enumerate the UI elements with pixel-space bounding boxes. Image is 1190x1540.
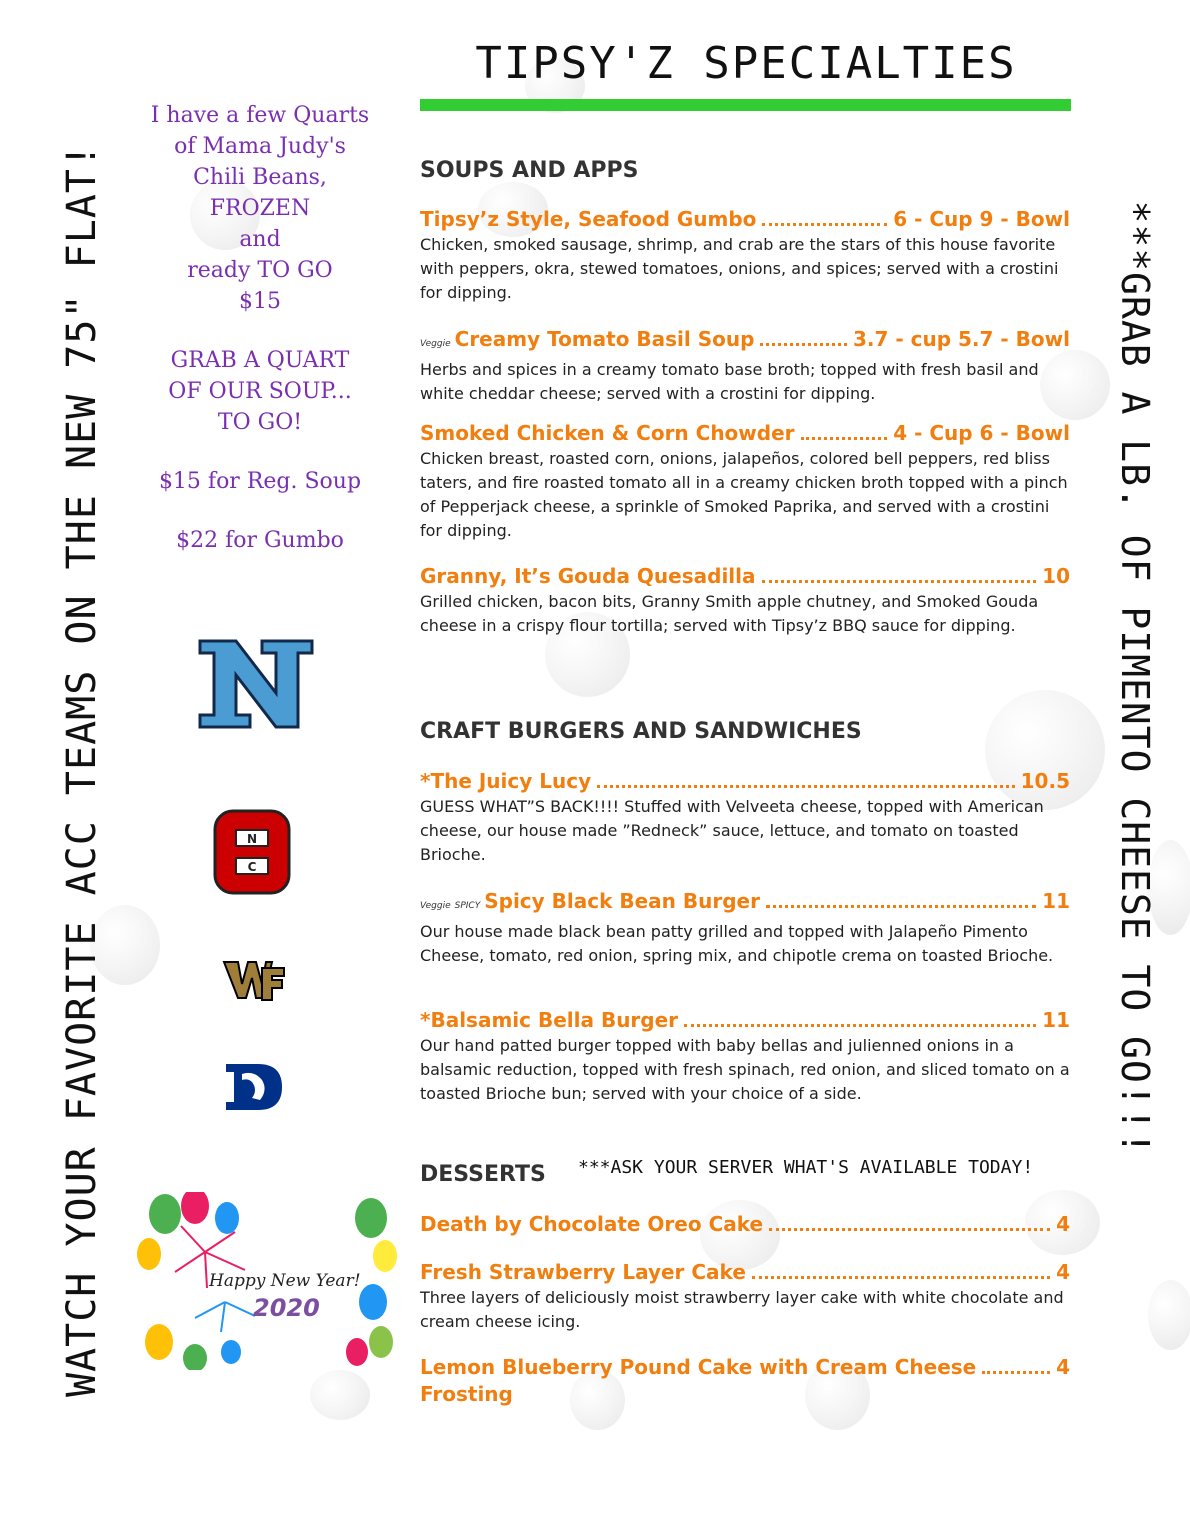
- item-price: 4: [1056, 1212, 1070, 1236]
- item-price: 4: [1056, 1260, 1070, 1284]
- section-burgers-heading: CRAFT BURGERS AND SANDWICHES: [420, 719, 862, 744]
- item-price: 3.7 - cup 5.7 - Bowl: [852, 327, 1070, 351]
- item-price: 10.5: [1020, 769, 1070, 793]
- promo-line: ready TO GO: [187, 258, 333, 283]
- title-underline: [420, 99, 1071, 111]
- item-price: 11: [1042, 1008, 1070, 1032]
- ask-server-note: ***ASK YOUR SERVER WHAT'S AVAILABLE TODAY!: [578, 1157, 1034, 1178]
- item-name: Granny, It’s Gouda Quesadilla: [420, 564, 756, 588]
- happy-new-year-image: [135, 1192, 397, 1370]
- veggie-icon: Veggie: [420, 339, 451, 349]
- promo-line: and: [239, 227, 281, 252]
- promo-line: I have a few Quarts: [150, 103, 370, 128]
- item-name: Tipsy’z Style, Seafood Gumbo: [420, 207, 757, 231]
- promo-line: TO GO!: [217, 410, 303, 435]
- svg-text:C: C: [247, 860, 257, 874]
- item-name: *The Juicy Lucy: [420, 769, 592, 793]
- item-name: Lemon Blueberry Pound Cake with Cream Cheese: [420, 1355, 977, 1379]
- item-name: Smoked Chicken & Corn Chowder: [420, 421, 795, 445]
- right-banner: [1100, 0, 1170, 1540]
- promo-line: GRAB A QUART: [170, 348, 350, 373]
- promo-line: OF OUR SOUP...: [168, 379, 352, 404]
- item-description: Herbs and spices in a creamy tomato base broth; topped with fresh basil and white cheddar cheese; served with a crostini for dipping.: [420, 360, 1039, 403]
- item-description: Our house made black bean patty grilled and topped with Jalapeño Pimento Cheese, tomato, red onion, spring mix, and chipotle crema on toasted Brioche.: [420, 922, 1054, 965]
- chili-promo: [115, 100, 405, 556]
- veggie-icon: Veggie: [420, 901, 451, 911]
- menu-item: [420, 768, 1070, 867]
- item-name: Death by Chocolate Oreo Cake: [420, 1212, 764, 1236]
- new-year-2020: 2020: [253, 1294, 320, 1322]
- promo-line: $15: [239, 289, 281, 314]
- item-description: GUESS WHAT”S BACK!!!! Stuffed with Velveeta cheese, topped with American cheese, our house made ”Redneck” sauce, lettuce, and tomato on toasted Brioche.: [420, 797, 1044, 864]
- left-banner-text: WATCH YOUR FAVORITE ACC TEAMS ON THE NEW 75" FLAT!: [59, 142, 105, 1398]
- item-name: Spicy Black Bean Burger: [484, 889, 760, 913]
- new-year-balloons-icon: [135, 1192, 397, 1370]
- menu-item: [420, 206, 1070, 305]
- item-description: Chicken breast, roasted corn, onions, jalapeños, colored bell peppers, red bliss taters, and fire roasted tomato all in a creamy chicken broth topped with a pinch of Pepperjack cheese, a sprinkle of Smoked Paprika, and served with a crostini for dipping.: [420, 449, 1068, 540]
- menu-item: [420, 563, 1070, 638]
- item-name: Fresh Strawberry Layer Cake: [420, 1260, 746, 1284]
- svg-text:N: N: [246, 832, 258, 846]
- item-description: Our hand patted burger topped with baby bellas and julienned onions in a balsamic reduction, topped with fresh spinach, red onion, and sliced tomato on a toasted Brioche bun; served with your choice of a side.: [420, 1036, 1070, 1103]
- menu-item: [420, 888, 1070, 968]
- item-description: Three layers of deliciously moist strawberry layer cake with white chocolate and cream cheese icing.: [420, 1288, 1064, 1331]
- right-banner-text: ***GRAB A LB. OF PIMENTO CHEESE TO GO!!!: [1113, 200, 1157, 1156]
- menu-item: [420, 1259, 1070, 1334]
- background-mushroom: [310, 1370, 370, 1420]
- item-price: 10: [1042, 564, 1070, 588]
- page-title: TIPSY'Z SPECIALTIES: [475, 38, 1017, 89]
- promo-reg-soup: $15 for Reg. Soup: [158, 469, 362, 494]
- section-soups-heading: SOUPS AND APPS: [420, 158, 639, 183]
- promo-gumbo: $22 for Gumbo: [176, 528, 344, 553]
- menu-item: [420, 326, 1070, 406]
- new-year-text: Happy New Year!: [209, 1271, 361, 1291]
- menu-item: [420, 1211, 1070, 1238]
- spicy-icon: SPICY: [454, 901, 481, 911]
- promo-line: Chili Beans,: [193, 165, 327, 190]
- item-description: Grilled chicken, bacon bits, Granny Smith apple chutney, and Smoked Gouda cheese in a crispy flour tortilla; served with Tipsy’z BBQ sauce for dipping.: [420, 592, 1039, 635]
- unc-logo: [192, 637, 320, 731]
- item-name: *Balsamic Bella Burger: [420, 1008, 679, 1032]
- item-price: 4: [1056, 1355, 1070, 1379]
- item-price: 6 - Cup 9 - Bowl: [893, 207, 1070, 231]
- item-price: 11: [1042, 889, 1070, 913]
- wake-forest-logo: [222, 958, 286, 1002]
- left-banner: [42, 0, 122, 1540]
- promo-line: of Mama Judy's: [174, 134, 346, 159]
- promo-line: FROZEN: [209, 196, 311, 221]
- nc-state-logo: [212, 808, 292, 896]
- item-name-continued: Frosting: [420, 1382, 513, 1406]
- menu-item: [420, 1354, 1070, 1408]
- item-name: Creamy Tomato Basil Soup: [454, 327, 755, 351]
- menu-item: [420, 420, 1070, 543]
- item-price: 4 - Cup 6 - Bowl: [893, 421, 1070, 445]
- item-description: Chicken, smoked sausage, shrimp, and crab are the stars of this house favorite with peppers, okra, stewed tomatoes, onions, and spices; served with a crostini for dipping.: [420, 235, 1059, 302]
- section-desserts-heading: DESSERTS: [420, 1162, 546, 1187]
- menu-item: [420, 1007, 1070, 1106]
- duke-logo: [224, 1062, 284, 1112]
